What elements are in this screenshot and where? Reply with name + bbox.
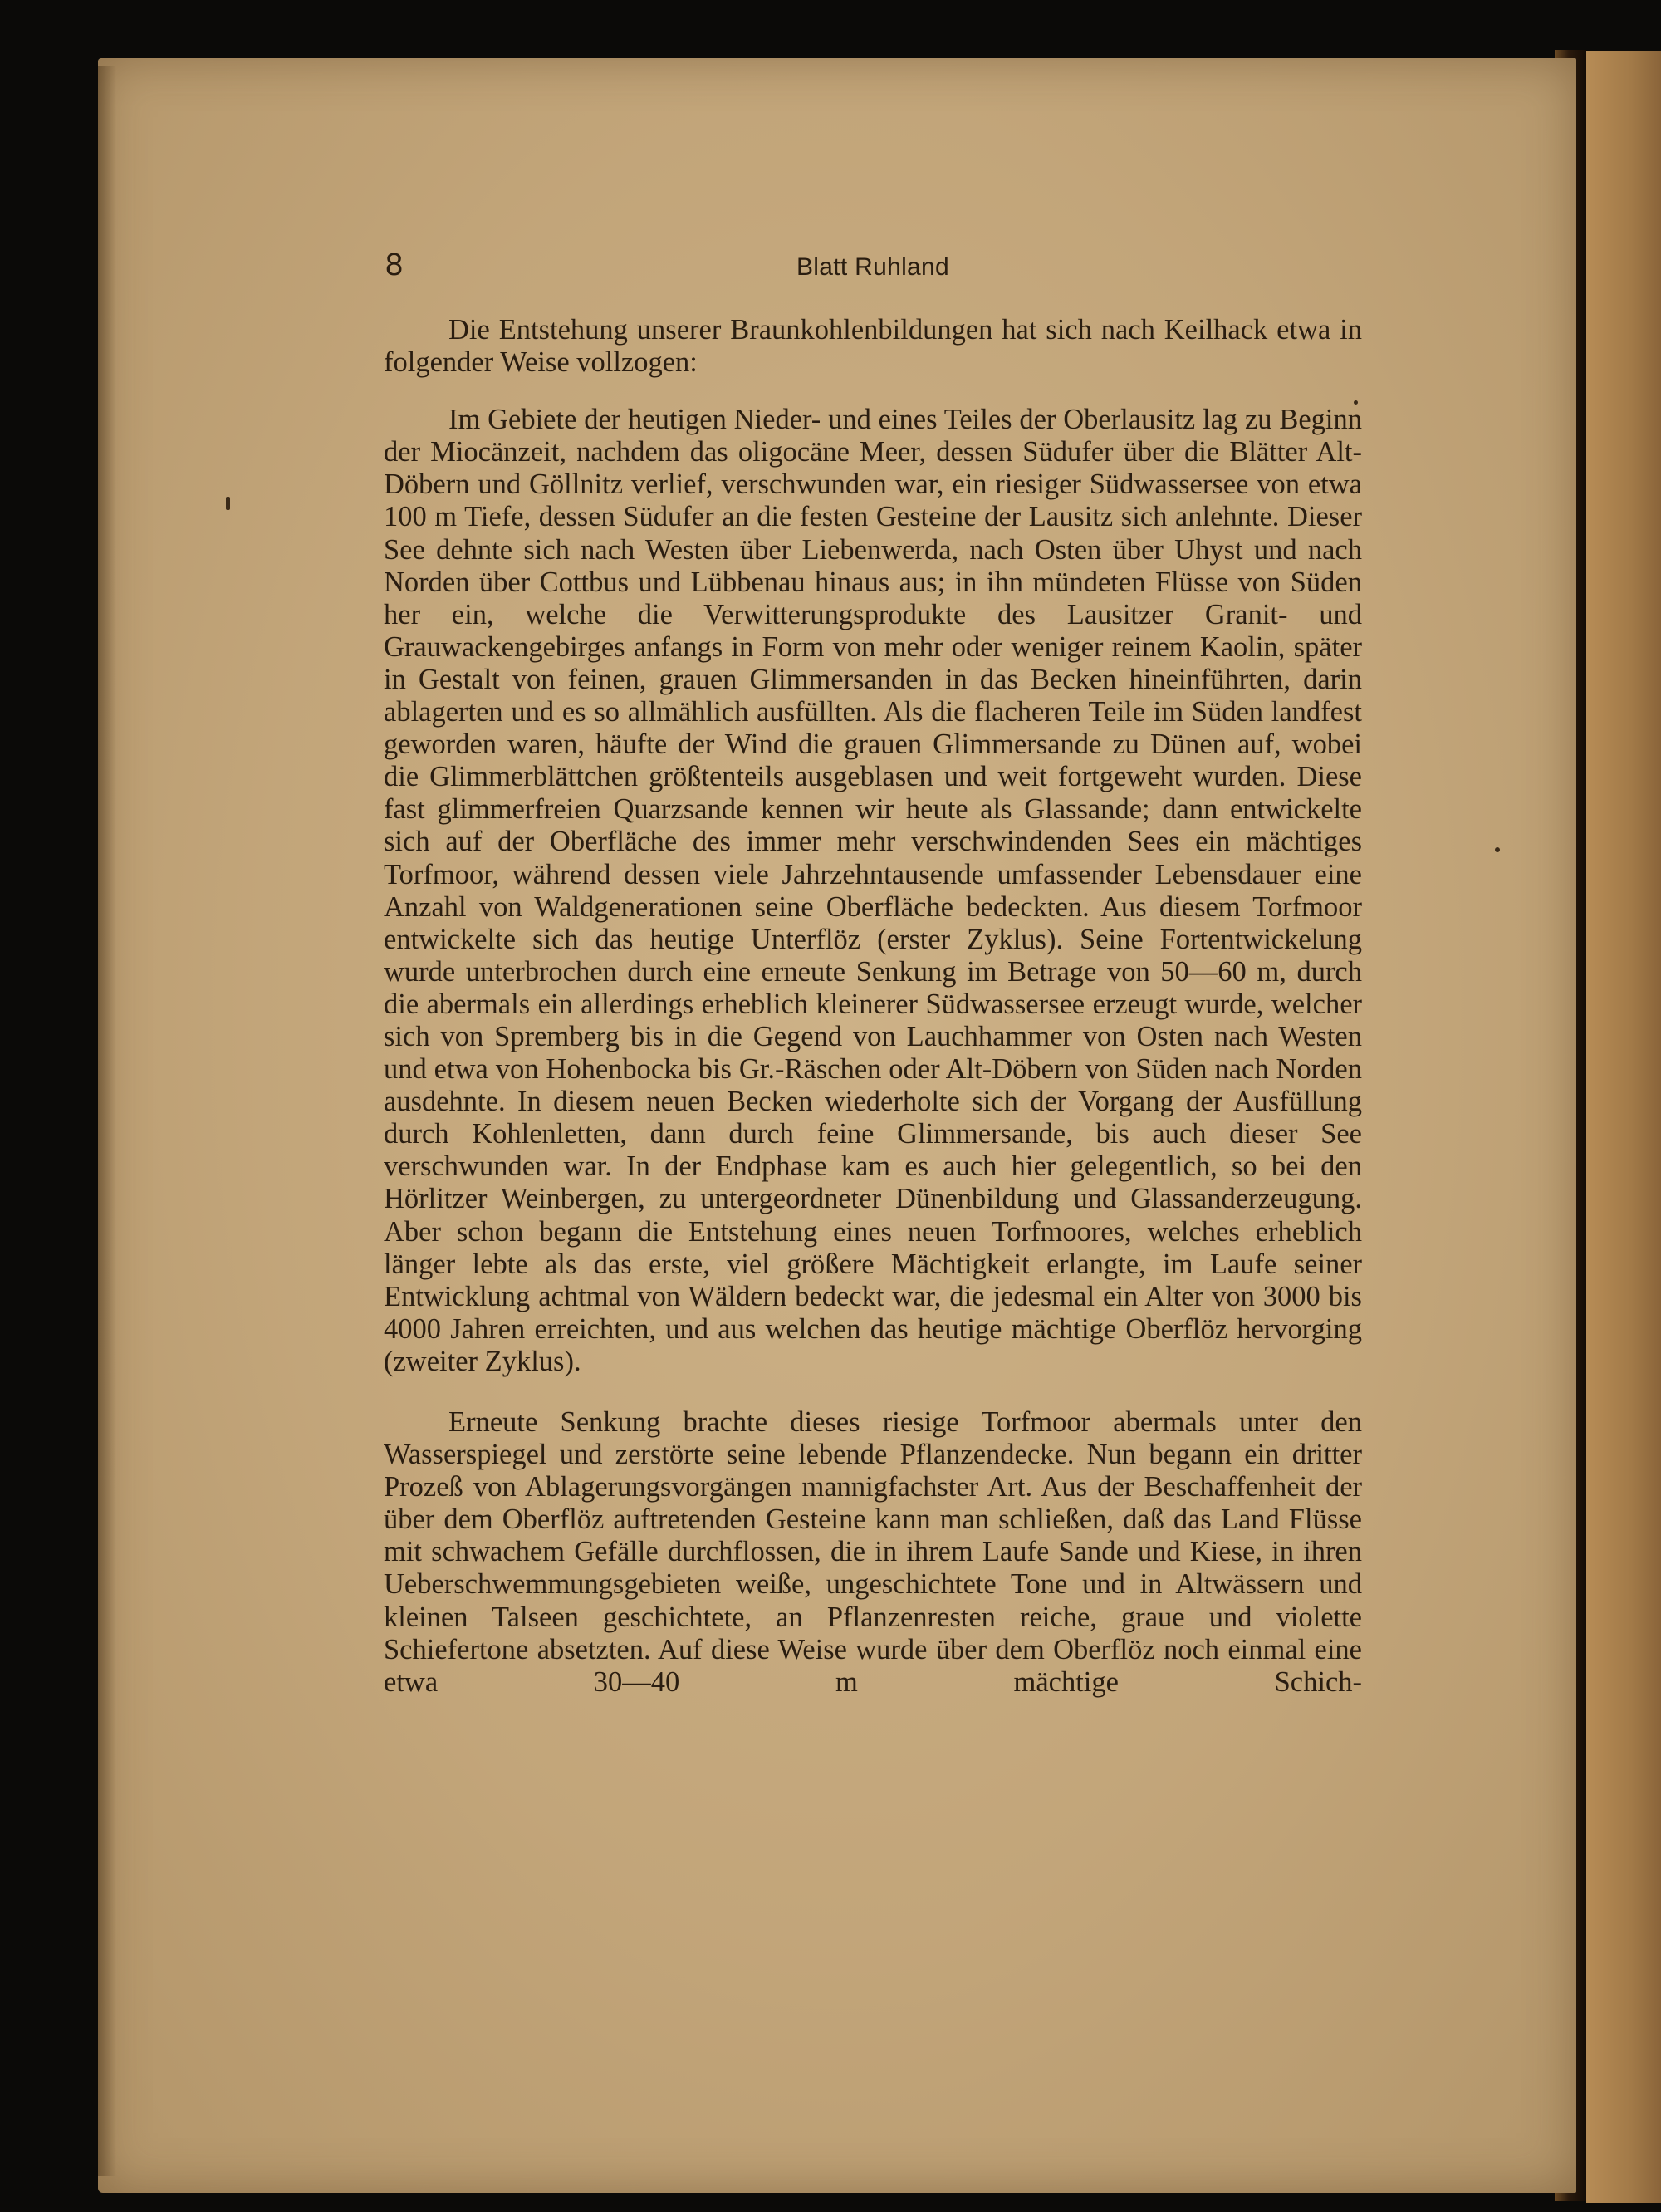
paragraph-subsidence: Erneute Senkung brachte dieses riesige Torfmoor abermals unter den Wasserspiegel und zerstörte seine lebende Pflanzendecke. Nun begann ein dritter Prozeß von Ablagerungsvorgängen mannigfachster Art. Aus der Beschaffenheit der über dem Oberflöz auftretenden Gesteine kann man schließen, daß das Land Flüsse mit schwachem Gefälle durchflossen, die in ihrem Laufe Sande und Kiese, in ihren Ueberschwemmungsgebieten weiße, ungeschichtete Tone und in Altwässern und kleinen Talseen geschichtete, an Pflanzenresten reiche, graue und violette Schiefertone absetzten. Auf diese Weise wurde über dem Oberflöz noch einmal eine etwa 30—40 m mächtige Schich-: [384, 1406, 1362, 1698]
page-header: [384, 249, 1362, 291]
next-page-edge: [1586, 51, 1661, 2203]
page-edge-shadow: [98, 66, 116, 2176]
running-title: Blatt Ruhland: [796, 253, 950, 281]
page-content: [384, 249, 1362, 1699]
page-number: 8: [385, 248, 404, 282]
paper-speck: [226, 497, 230, 510]
paper-speck: [1495, 847, 1500, 852]
paragraph-formation: Im Gebiete der heutigen Nieder- und eines Teiles der Oberlausitz lag zu Beginn der Miocänzeit, nachdem das oligocäne Meer, dessen Südufer über die Blätter Alt-Döbern und Göllnitz verlief, verschwunden war, ein riesiger Südwassersee von etwa 100 m Tiefe, dessen Südufer an die festen Gesteine der Lausitz sich anlehnte. Dieser See dehnte sich nach Westen über Liebenwerda, nach Osten über Uhyst und nach Norden über Cottbus und Lübbenau hinaus aus; in ihn mündeten Flüsse von Süden her ein, welche die Verwitterungsprodukte des Lausitzer Granit- und Grauwackengebirges anfangs in Form von mehr oder weniger reinem Kaolin, später in Gestalt von feinen, grauen Glimmersanden in das Becken hineinführten, darin ablagerten und es so allmählich ausfüllten. Als die flacheren Teile im Süden landfest geworden waren, häufte der Wind die grauen Glimmersande zu Dünen auf, wobei die Glimmerblättchen größtenteils ausgeblasen und weit fortgeweht wurden. Diese fast glimmerfreien Quarzsande kennen wir heute als Glassande; dann entwickelte sich auf der Oberfläche des immer mehr verschwindenden Sees ein mächtiges Torfmoor, während dessen viele Jahrzehntausende umfassender Lebensdauer eine Anzahl von Waldgenerationen seine Oberfläche bedeckten. Aus diesem Torfmoor entwickelte sich das heutige Unterflöz (erster Zyklus). Seine Fortentwickelung wurde unterbrochen durch eine erneute Senkung im Betrage von 50—60 m, durch die abermals ein allerdings erheblich kleinerer Südwassersee erzeugt wurde, welcher sich von Spremberg bis in die Gegend von Lauchhammer von Osten nach Westen und etwa von Hohenbocka bis Gr.-Räschen oder Alt-Döbern von Süden nach Norden ausdehnte. In diesem neuen Becken wiederholte sich der Vorgang der Ausfüllung durch Kohlenletten, dann durch feine Glimmersande, bis auch dieser See verschwunden war. In der Endphase kam es auch hier gelegentlich, so bei den Hörlitzer Weinbergen, zu untergeordneter Dünenbildung und Glassanderzeugung. Aber schon begann die Entstehung eines neuen Torfmoores, welches erheblich länger lebte als das erste, viel größere Mächtigkeit erlangte, im Laufe seiner Entwicklung achtmal von Wäldern bedeckt war, die jedesmal ein Alter von 3000 bis 4000 Jahren erreichten, und aus welchen das heutige mächtige Oberflöz hervorging (zweiter Zyklus).: [384, 404, 1362, 1377]
paragraph-intro: Die Entstehung unserer Braunkohlenbildungen hat sich nach Keilhack etwa in folgender Weise vollzogen:: [384, 314, 1362, 379]
